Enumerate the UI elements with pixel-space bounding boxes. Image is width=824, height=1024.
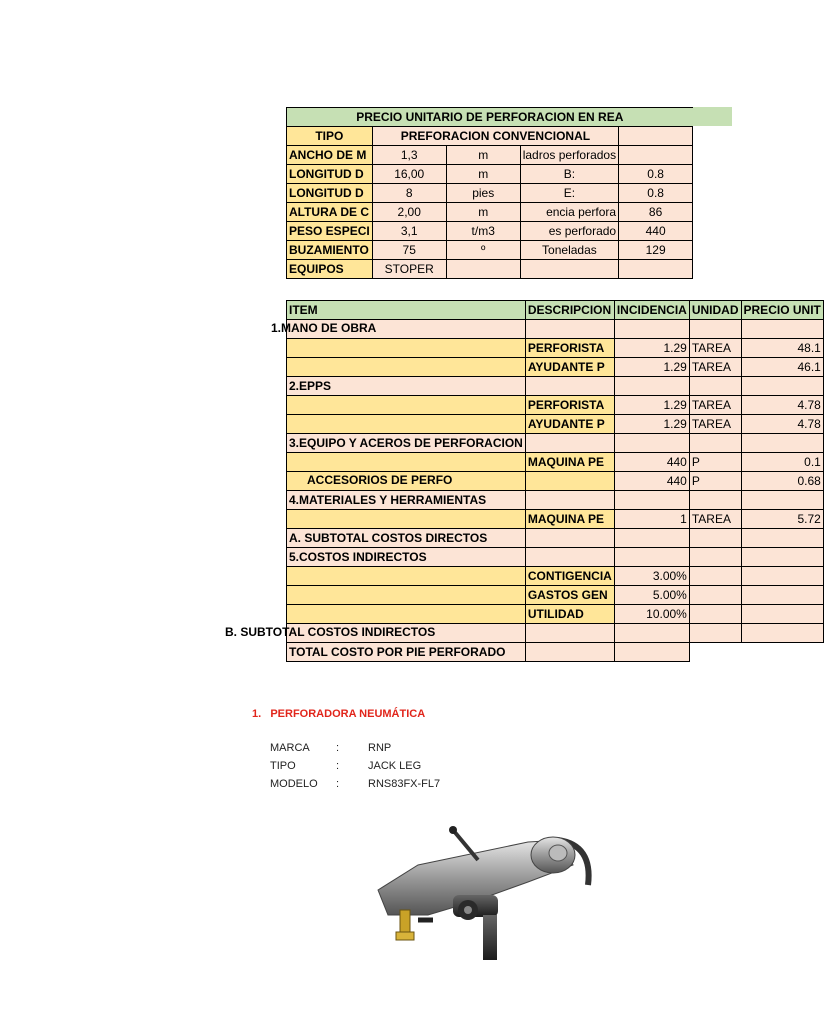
table-row: MAQUINA PE 440 P 0.1 (287, 453, 824, 472)
tipo-label: TIPO (287, 127, 373, 146)
param-row: EQUIPOS STOPER (287, 260, 693, 279)
spec-row: MODELO : RNS83FX-FL7 (270, 778, 441, 790)
section-label: 3.EQUIPO Y ACEROS DE PERFORACION (287, 434, 526, 453)
param-row: ALTURA DE C 2,00 m encia perfora 86 (287, 203, 693, 222)
table-row: AYUDANTE P 1.29 TAREA 46.1 (287, 358, 824, 377)
param-row: PESO ESPECI 3,1 t/m3 es perforado 440 (287, 222, 693, 241)
spec-row: MARCA : RNP (270, 742, 392, 754)
table-row: MAQUINA PE 1 TAREA 5.72 (287, 510, 824, 529)
section-row (287, 548, 824, 567)
section-label: 2.EPPS (287, 377, 526, 396)
total-row (287, 643, 824, 662)
param-row: ANCHO DE M 1,3 m ladros perforados (287, 146, 693, 165)
subtotal-row (287, 529, 824, 548)
equipment-spec (252, 708, 441, 790)
drilling-parameters-table (286, 107, 693, 279)
table-row: PERFORISTA 1.29 TAREA 48.1 (287, 339, 824, 358)
section-row (287, 377, 824, 396)
table-row: UTILIDAD 10.00% (287, 605, 824, 624)
table-row: CONTIGENCIA 3.00% (287, 567, 824, 586)
unit-price-analysis-table (225, 300, 824, 662)
section-row (287, 320, 824, 339)
sheet-title: PRECIO UNITARIO DE PERFORACION EN REA (287, 108, 693, 127)
subtotal-row (287, 624, 824, 643)
accesorios-label: ACCESORIOS DE PERFO (307, 473, 453, 487)
section-label: 4.MATERIALES Y HERRAMIENTAS (287, 491, 526, 510)
section-row (287, 434, 824, 453)
pneumatic-drill-image (358, 820, 608, 960)
section-label: 1.MANO DE OBRA (271, 321, 377, 335)
table-row: AYUDANTE P 1.29 TAREA 4.78 (287, 415, 824, 434)
section-label: 5.COSTOS INDIRECTOS (287, 548, 526, 567)
subtotal-b-label: B. SUBTOTAL COSTOS INDIRECTOS (225, 625, 436, 639)
table-row: GASTOS GEN 5.00% (287, 586, 824, 605)
spec-row: TIPO : JACK LEG (270, 760, 422, 772)
section-row (287, 491, 824, 510)
param-row: LONGITUD D 16,00 m B: 0.8 (287, 165, 693, 184)
param-row: BUZAMIENTO 75 º Toneladas 129 (287, 241, 693, 260)
subtotal-a-label: A. SUBTOTAL COSTOS DIRECTOS (287, 529, 526, 548)
total-label: TOTAL COSTO POR PIE PERFORADO (287, 643, 526, 662)
spec-heading: 1. PERFORADORA NEUMÁTICA (252, 708, 426, 720)
table-row: ACCESORIOS DE PERFO 440 P 0.68 (287, 472, 824, 491)
param-row: LONGITUD D 8 pies E: 0.8 (287, 184, 693, 203)
tipo-value: PREFORACION CONVENCIONAL (372, 127, 618, 146)
table-header: ITEM DESCRIPCION INCIDENCIA UNIDAD PRECIO UNIT (287, 301, 824, 320)
table-row: PERFORISTA 1.29 TAREA 4.78 (287, 396, 824, 415)
